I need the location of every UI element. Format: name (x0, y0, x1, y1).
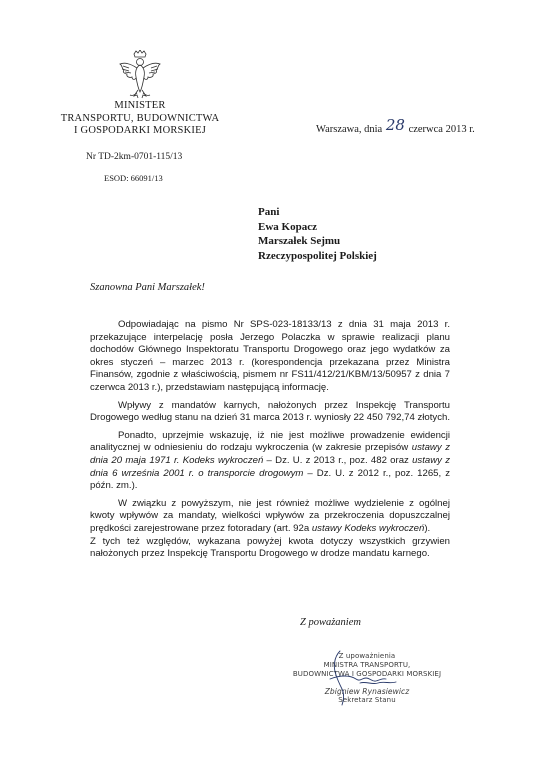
ministry-line: TRANSPORTU, BUDOWNICTWA (60, 112, 220, 124)
stamp-line: BUDOWNICTWA I GOSPODARKI MORSKIEJ (292, 670, 442, 678)
stamp-line: Z upoważnienia (338, 652, 396, 660)
ministry-line: MINISTER (114, 100, 166, 111)
esod-number: ESOD: 66091/13 (104, 173, 163, 183)
paragraph-text: – Dz. U. z 2012 r., poz. 1265, z późn. zm.). (90, 467, 450, 492)
addressee-line: Pani (258, 206, 280, 218)
paragraph-text: W związku z powyższym, nie jest również możliwe wydzielenie z ogólnej kwoty wpływów za mandaty, wielkości wpływów za przekroczenia dopuszczalnej prędkości zarejestrowane przez fotoradary (art. 92a (90, 497, 450, 534)
signatory-name: Zbigniew Rynasiewicz (324, 687, 410, 696)
paragraph-text: Ponadto, uprzejmie wskazuję, iż nie jest możliwe prowadzenie ewidencji analitycznej w odniesieniu do rodzaju wykroczenia (w zakresie przepisów (90, 429, 450, 454)
paragraph: Odpowiadając na pismo Nr SPS-023-18133/13 z dnia 31 maja 2013 r. przekazujące interpelację posła Jerzego Polaczka w sprawie realizacji planu dochodów Głównego Inspektoratu Transportu Drogowego oraz jego wydatków za okres styczeń – marzec 2013 r. (korespondencja przekazana przez Ministra Finansów, zgodnie z właściwością, pismem nr FS11/412/21/KBM/13/50957 z dnia 7 czerwca 2013 r.), przedstawiam następującą informację. (90, 319, 450, 393)
letter-date (316, 118, 475, 136)
reference-number: Nr TD-2km-0701-115/13 (86, 152, 183, 162)
law-citation: ustawy Kodeks wykroczeń (311, 522, 425, 534)
paragraph-text: – Dz. U. z 2013 r., poz. 482 oraz (263, 454, 413, 466)
law-citation: ustawy z dnia 6 września 2001 r. o transporcie drogowym (90, 454, 451, 479)
closing-phrase: Z poważaniem (300, 617, 361, 628)
date-prefix: Warszawa, dnia (316, 124, 383, 135)
polish-eagle-emblem-icon (117, 50, 163, 100)
addressee-block (258, 205, 377, 263)
signatory-role: Sekretarz Stanu (338, 696, 396, 704)
date-day-handwritten: 28 (385, 116, 405, 134)
paragraph: Wpływy z mandatów karnych, nałożonych przez Inspekcję Transportu Drogowego według stanu na dzień 31 marca 2013 r. wyniosły 22 450 792,74 złotych. (90, 399, 450, 424)
addressee-line: Rzeczypospolitej Polskiej (258, 249, 377, 262)
ministry-header (60, 100, 220, 138)
paragraph (90, 430, 450, 493)
letter-body (90, 319, 450, 561)
addressee-line: Marszałek Sejmu (258, 235, 341, 247)
handwritten-signature (300, 645, 440, 715)
date-suffix: czerwca 2013 r. (408, 124, 475, 135)
paragraph-text: ). (424, 522, 431, 534)
paragraph: Z tych też względów, wykazana powyżej kwota dotyczy wszystkich grzywien nałożonych przez Inspekcję Transportu Drogowego w drodze mandatu karnego. (90, 535, 450, 560)
stamp-line: MINISTRA TRANSPORTU, (323, 661, 411, 669)
ministry-line: I GOSPODARKI MORSKIEJ (74, 125, 206, 136)
salutation: Szanowna Pani Marszałek! (90, 282, 205, 293)
addressee-line: Ewa Kopacz (258, 220, 317, 233)
paragraph (90, 498, 450, 536)
law-citation: ustawy z dnia 20 maja 1971 r. Kodeks wykroczeń (90, 442, 450, 466)
